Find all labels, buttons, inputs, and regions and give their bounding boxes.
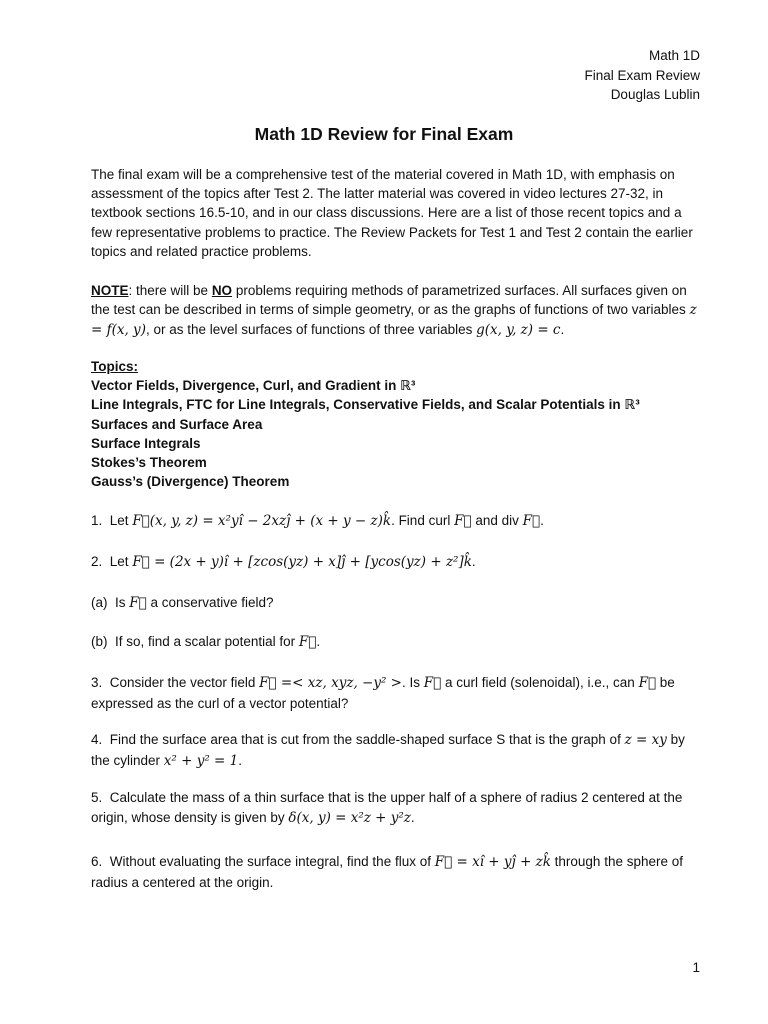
page-title: Math 1D Review for Final Exam [254,124,514,144]
problem-2b [91,632,701,653]
intro-paragraph: The final exam will be a comprehensive test of the material covered in Math 1D, with emphasis on assessment of the topics after Test 2. The latter material was covered in video lectures 27-32, in textbook sections 16.5-10, and in our class discussions. Here are a list of those recent topics and a few representative problems to practice. The Review Packets for Test 1 and Test 2 contain the earlier topics and related practice problems. [91,167,693,259]
note-text-2: problems requiring methods of parametrized surfaces. All surfaces given on the test can be described in terms of simple geometry, or as the graphs of functions of two variables [91,283,690,318]
problem-5 [91,788,701,828]
note-paragraph [91,281,701,341]
problem-equation: z = xy [624,732,667,748]
note-text-1: : there will be [128,283,212,298]
problem-equation: F⃗ = xî + yĵ + zk̂ [434,854,551,870]
problem-text: Calculate the mass of a thin surface that is the upper half of a sphere of radius 2 centered at the origin, whose density is given by [91,790,683,825]
problem-text: Let [109,554,133,569]
problem-text: Consider the vector field [109,675,260,690]
vector-symbol: F⃗ [129,595,147,611]
vector-symbol: F⃗ [522,513,541,529]
vector-symbol: F⃗ [454,513,472,529]
problem-text: a curl field (solenoidal), i.e., can [441,675,639,690]
topic-item: Stokes’s Theorem [91,455,207,471]
problem-number: 4. [91,732,103,747]
problem-text: Find the surface area that is cut from the saddle-shaped surface S that is the graph of [109,732,625,747]
topic-item: Surface Integrals [91,435,201,451]
header-author: Douglas Lublin [610,87,700,102]
problem-2 [91,552,701,573]
problem-part-label: (b) [91,634,108,649]
note-text-4: . [560,322,565,338]
problem-4 [91,730,701,771]
problem-text: . Is [401,675,424,690]
problem-text: Without evaluating the surface integral, find the flux of [109,854,435,869]
problem-text: If so, find a scalar potential for [115,634,299,649]
problem-equation: δ(x, y) = x²z + y²z [288,809,411,826]
problem-text: Let [109,513,133,528]
problem-equation: F⃗ = (2x + y)î + [zcos(yz) + x]ĵ + [ycos(yz) + z²]k̂ [132,554,472,570]
problem-part-label: (a) [91,595,108,610]
note-equation-1: z = f(x, y) [91,302,697,339]
topic-item: Surfaces and Surface Area [91,416,263,432]
problem-1 [91,511,701,532]
problem-text: be expressed as the curl of a vector potential? [91,675,675,711]
problem-2a [91,593,701,614]
problem-text: . Find curl [391,513,455,528]
problem-text: . [471,554,476,569]
problem-text: . [316,634,321,649]
problem-equation: F⃗(x, y, z) = x²yî − 2xzĵ + (x + y − z)k̂ [132,513,392,529]
header-doc: Final Exam Review [584,67,700,83]
topic-item: Line Integrals, FTC for Line Integrals, Conservative Fields, and Scalar Potentials in ℝ³ [91,397,640,413]
problem-text: . [410,809,415,825]
problem-equation: x² + y² = 1 [163,752,239,769]
note-no: NO [211,283,233,298]
problem-number: 2. [91,554,103,569]
vector-symbol: F⃗ [298,634,317,650]
problem-equation: F⃗ =< xz, xyz, −y² > [259,675,402,691]
problem-text: . [238,752,243,768]
page-number: 1 [692,960,700,975]
topics-list [91,357,701,491]
problem-text: and div [471,513,523,528]
problem-number: 3. [91,675,103,690]
topics-heading: Topics: [91,359,138,374]
page-header [584,46,700,105]
vector-symbol: F⃗ [638,675,657,691]
note-text-3: , or as the level surfaces of functions of three variables [145,322,477,338]
topic-item: Gauss’s (Divergence) Theorem [91,474,290,490]
problem-text: . [540,513,544,528]
header-course: Math 1D [648,48,700,63]
vector-symbol: F⃗ [423,675,442,691]
problem-number: 6. [91,854,103,869]
problem-text: by the cylinder [91,732,685,768]
problem-text: through the sphere of radius a centered at the origin. [91,854,683,890]
problem-text: Is [115,595,130,610]
problem-number: 5. [91,790,103,805]
problem-number: 1. [91,513,103,528]
topic-item: Vector Fields, Divergence, Curl, and Gradient in ℝ³ [91,378,416,394]
note-equation-2: g(x, y, z) = c [476,322,561,339]
note-label: NOTE [91,283,129,298]
problem-3 [91,673,701,713]
problem-6 [91,852,701,892]
problem-text: a conservative field? [146,595,274,610]
